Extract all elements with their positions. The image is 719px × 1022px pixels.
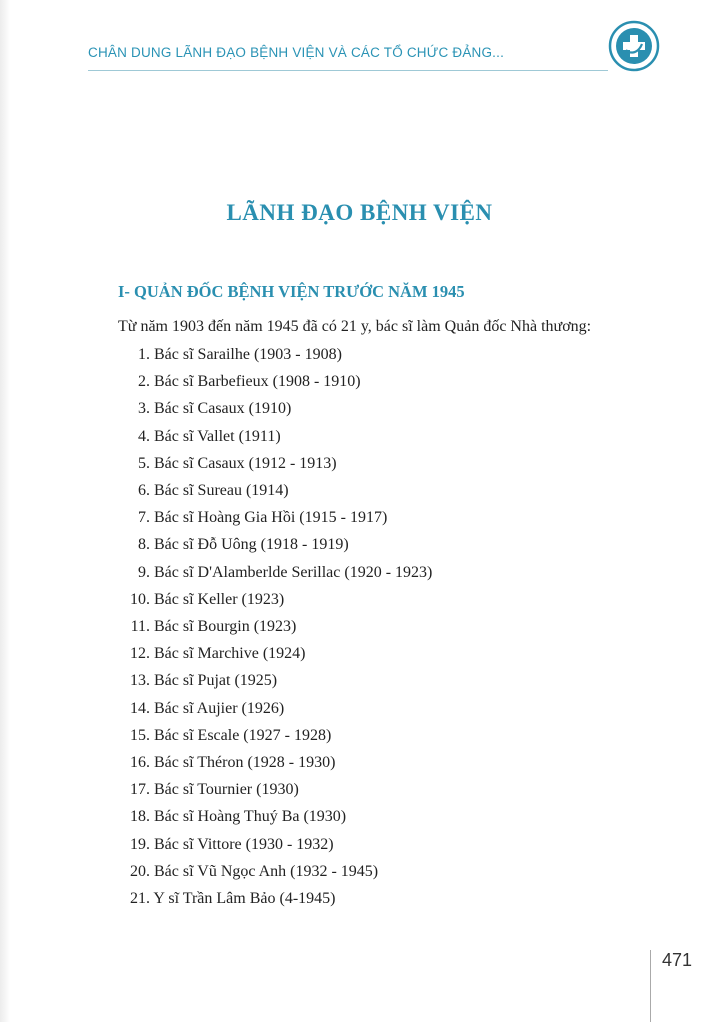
list-item xyxy=(120,698,284,720)
list-item xyxy=(120,752,335,774)
list-item xyxy=(120,562,432,584)
list-item xyxy=(120,616,296,638)
list-item-number: 6. xyxy=(138,482,150,499)
list-item-number: 12. xyxy=(130,645,150,663)
list-item xyxy=(120,861,378,883)
list-item-number: 13. xyxy=(130,672,150,690)
list-item-number: 10. xyxy=(130,590,150,608)
list-item-text: Bác sĩ Hoàng Gia Hồi (1915 - 1917) xyxy=(154,509,388,527)
list-item-number: 18. xyxy=(130,808,150,826)
list-item xyxy=(120,398,291,420)
list-item-text: Bác sĩ Keller (1923) xyxy=(154,590,285,608)
section-intro: Từ năm 1903 đến năm 1945 đã có 21 y, bác sĩ làm Quản đốc Nhà thương: xyxy=(118,318,592,335)
list-item-text: Bác sĩ Escale (1927 - 1928) xyxy=(154,726,332,744)
list-item-text: Bác sĩ Sarailhe (1903 - 1908) xyxy=(154,346,342,363)
list-item xyxy=(120,507,387,529)
chapter-title: LÃNH ĐẠO BỆNH VIỆN xyxy=(226,200,493,225)
list-item xyxy=(120,643,306,665)
page-number: 471 xyxy=(662,950,693,970)
page-number-divider xyxy=(650,950,651,1022)
list-item-number: 8. xyxy=(138,536,150,554)
list-item-text: Bác sĩ Vũ Ngọc Anh (1932 - 1945) xyxy=(154,862,379,880)
list-item-text: Bác sĩ D'Alamberlde Serillac (1920 - 1923) xyxy=(154,563,433,581)
list-item-number: 15. xyxy=(130,726,150,744)
list-item-text: Bác sĩ Đỗ Uông (1918 - 1919) xyxy=(154,536,349,554)
list-item-number: 7. xyxy=(138,509,150,527)
list-item-text: Bác sĩ Vittore (1930 - 1932) xyxy=(154,835,334,853)
list-item-text: Bác sĩ Bourgin (1923) xyxy=(154,618,297,635)
list-item-number: 3. xyxy=(138,400,150,418)
list-item xyxy=(120,344,342,366)
list-item-text: Bác sĩ Casaux (1912 - 1913) xyxy=(154,454,337,472)
list-item xyxy=(120,888,335,910)
list-item-number: 4. xyxy=(138,427,150,445)
list-item-text: Bác sĩ Marchive (1924) xyxy=(154,645,306,663)
list-item-text: Y sĩ Trần Lâm Bảo (4-1945) xyxy=(153,890,336,907)
list-item-number: 1. xyxy=(138,346,150,363)
list-item-text: Bác sĩ Pujat (1925) xyxy=(154,672,278,690)
page-edge xyxy=(0,0,10,1022)
list-item xyxy=(120,670,277,692)
list-item-number: 2. xyxy=(138,373,150,391)
running-header: CHÂN DUNG LÃNH ĐẠO BỆNH VIỆN VÀ CÁC TỔ CHỨC ĐẢNG... xyxy=(88,45,505,60)
list-item xyxy=(120,480,289,502)
list-item-number: 17. xyxy=(130,781,150,799)
list-item-number: 5. xyxy=(138,454,150,472)
list-item xyxy=(120,725,331,747)
list-item-text: Bác sĩ Sureau (1914) xyxy=(154,482,289,499)
list-item-text: Bác sĩ Aujier (1926) xyxy=(154,699,285,717)
hospital-cross-logo-icon xyxy=(608,20,660,72)
list-item-number: 19. xyxy=(130,835,150,853)
list-item xyxy=(120,534,349,556)
list-item xyxy=(120,426,281,448)
list-item-number: 16. xyxy=(130,754,150,771)
list-item xyxy=(120,779,299,801)
list-item xyxy=(120,371,361,393)
list-item-number: 11. xyxy=(130,618,150,635)
list-item xyxy=(120,806,346,828)
header-divider xyxy=(88,70,608,71)
list-item-text: Bác sĩ Casaux (1910) xyxy=(154,400,292,418)
list-item-number: 14. xyxy=(130,699,150,717)
list-item-text: Bác sĩ Vallet (1911) xyxy=(154,427,281,445)
list-item-text: Bác sĩ Barbefieux (1908 - 1910) xyxy=(154,373,361,391)
list-item-number: 20. xyxy=(130,862,150,880)
list-item xyxy=(120,453,337,475)
list-item-text: Bác sĩ Tournier (1930) xyxy=(154,781,299,799)
list-item xyxy=(120,589,284,611)
list-item xyxy=(120,834,334,856)
list-item-text: Bác sĩ Théron (1928 - 1930) xyxy=(154,754,336,771)
list-item-number: 21. xyxy=(130,890,150,907)
section-title: I- QUẢN ĐỐC BỆNH VIỆN TRƯỚC NĂM 1945 xyxy=(118,282,465,301)
list-item-number: 9. xyxy=(138,563,150,581)
list-item-text: Bác sĩ Hoàng Thuý Ba (1930) xyxy=(154,808,347,826)
